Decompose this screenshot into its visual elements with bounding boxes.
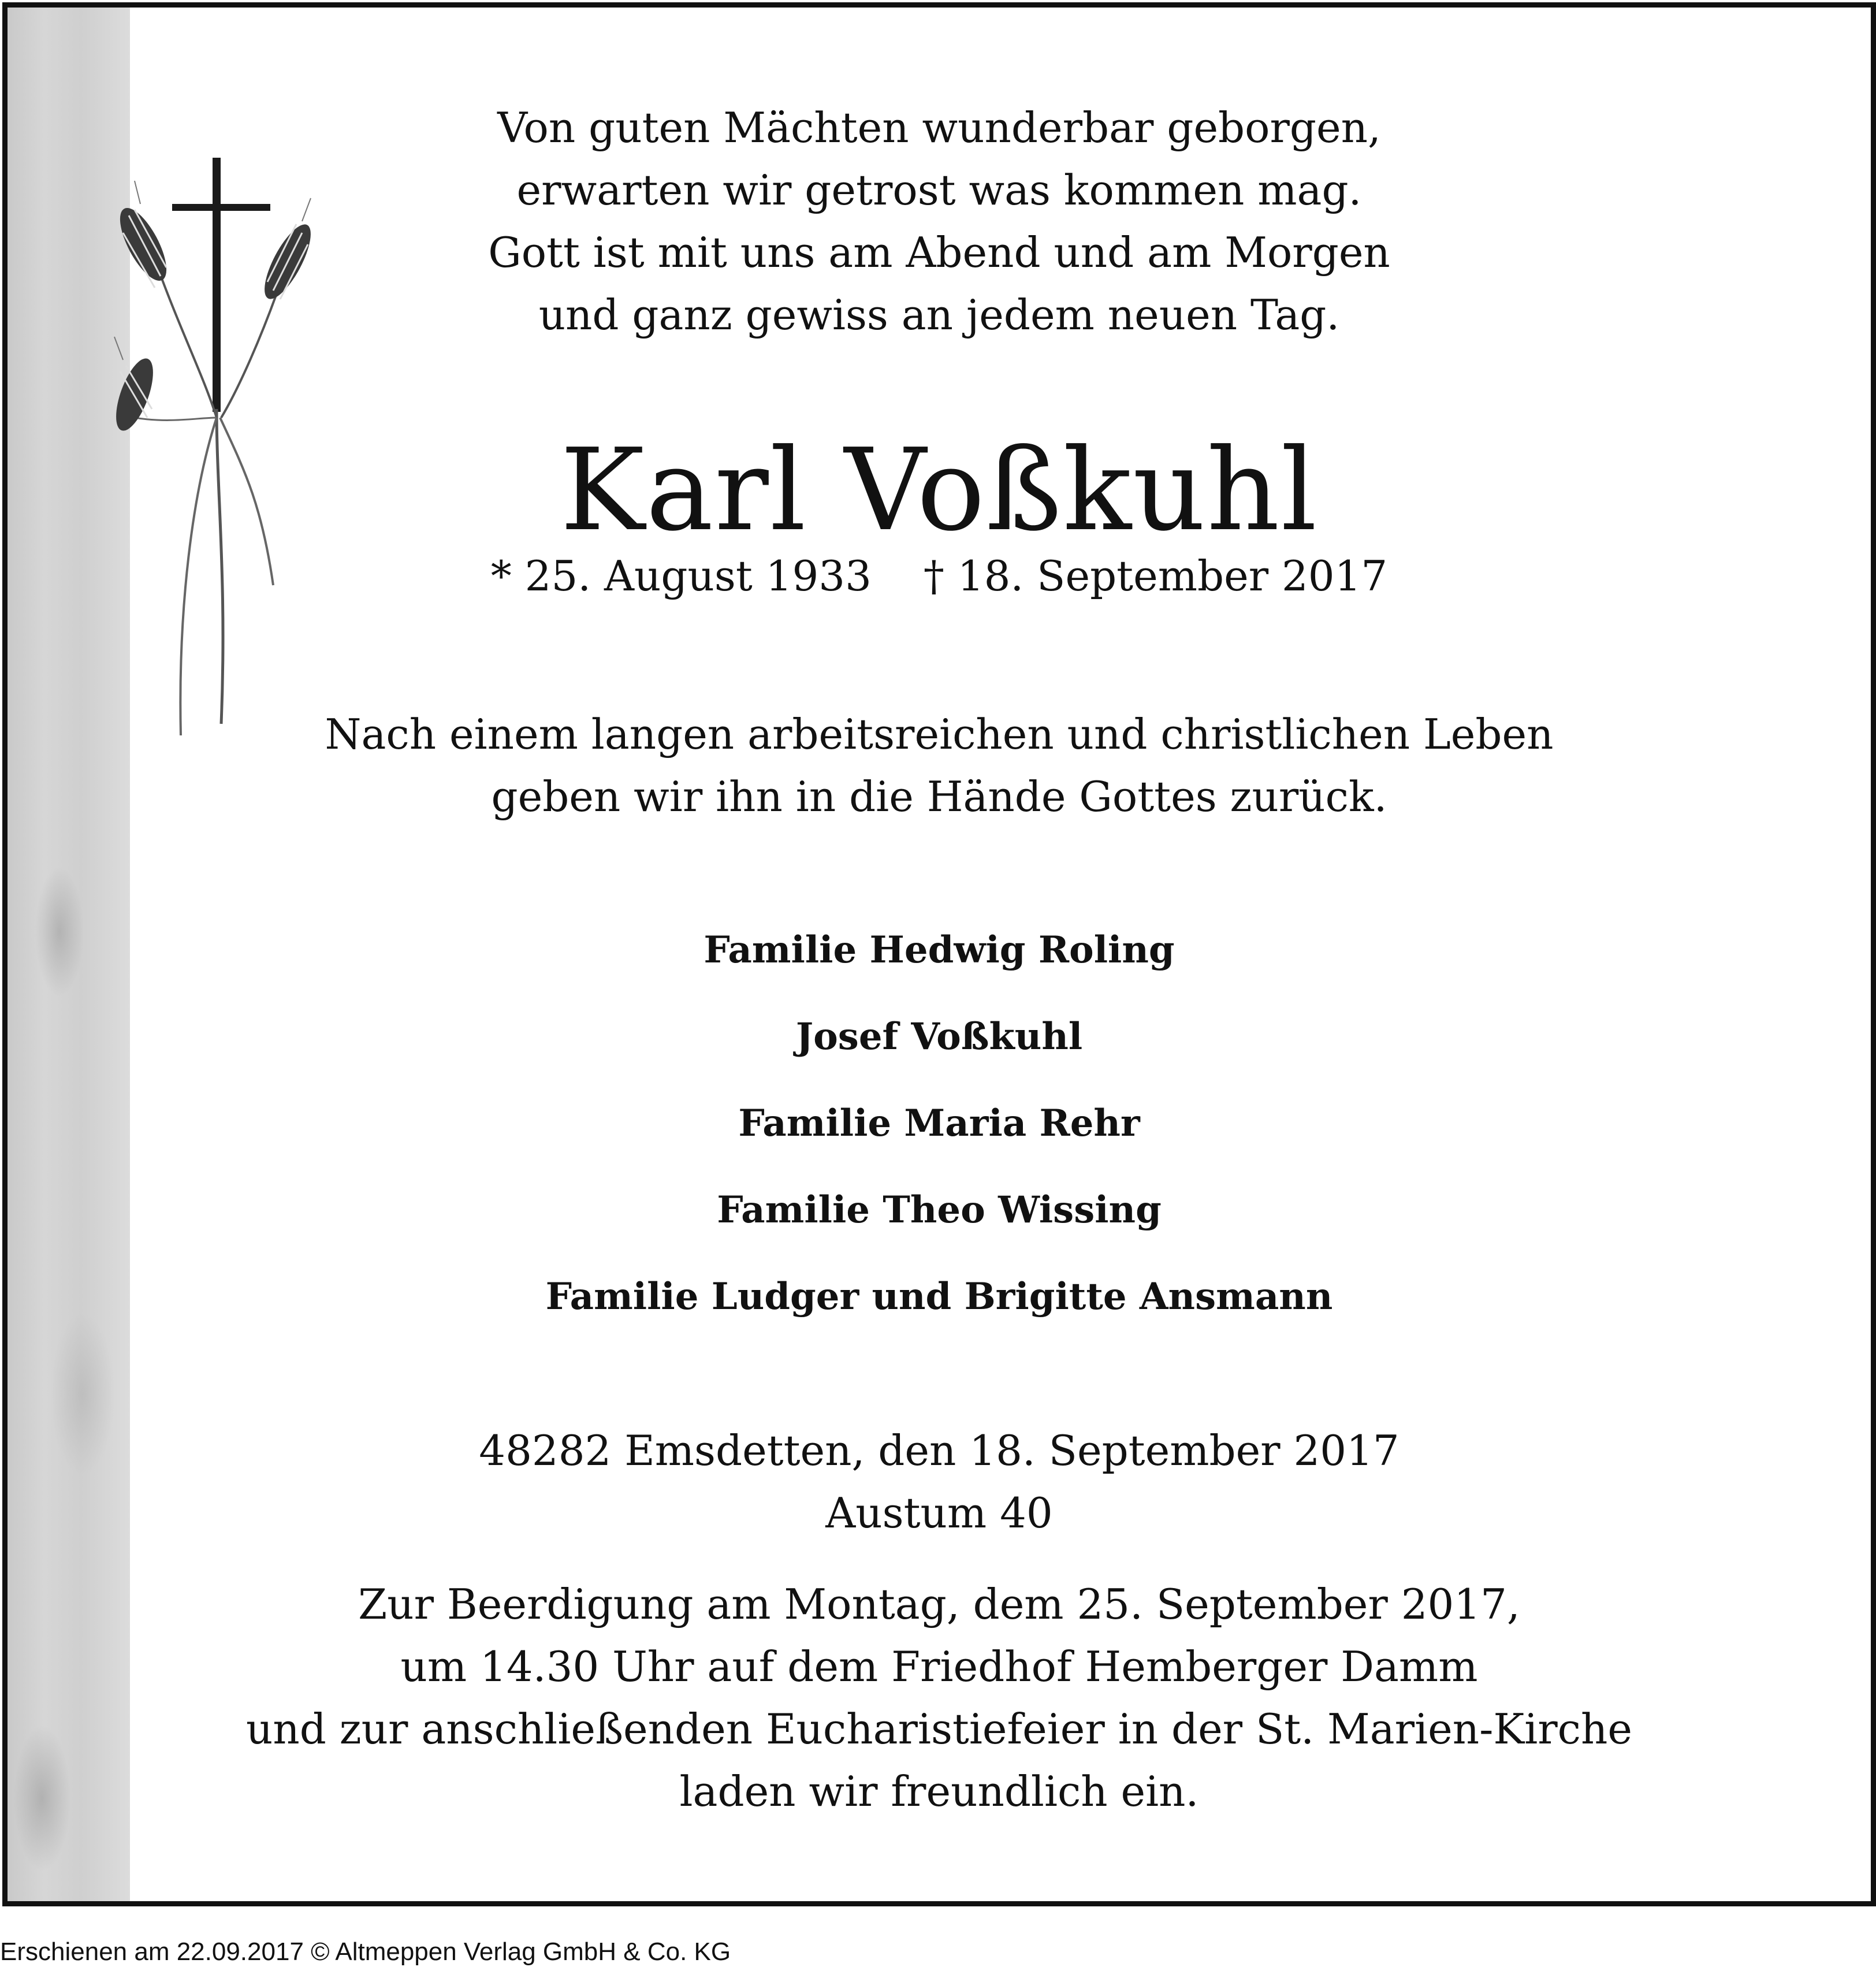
verse-line: und ganz gewiss an jedem neuen Tag.: [538, 291, 1340, 339]
mourner-line: Josef Voßkuhl: [795, 1015, 1083, 1058]
statement-line: geben wir ihn in die Hände Gottes zurück.: [491, 772, 1387, 821]
birth-date: * 25. August 1933: [490, 552, 872, 600]
funeral-line: und zur anschließenden Eucharistiefeier in der St. Marien-Kirche: [246, 1705, 1632, 1753]
death-date: † 18. September 2017: [923, 552, 1388, 600]
mourner-line: Familie Hedwig Roling: [704, 928, 1175, 972]
deceased-name: Karl Voßkuhl: [560, 425, 1319, 556]
mourner-line: Familie Ludger und Brigitte Ansmann: [545, 1275, 1333, 1318]
obituary-notice: [2, 2, 1876, 1906]
funeral-line: laden wir freundlich ein.: [679, 1767, 1199, 1816]
funeral-line: um 14.30 Uhr auf dem Friedhof Hemberger Damm: [400, 1642, 1478, 1691]
verse-line: Von guten Mächten wunderbar geborgen,: [497, 103, 1381, 152]
verse-line: erwarten wir getrost was kommen mag.: [516, 166, 1362, 214]
address: Austum 40: [825, 1489, 1053, 1537]
verse-line: Gott ist mit uns am Abend und am Morgen: [488, 228, 1390, 277]
mourner-line: Familie Theo Wissing: [717, 1188, 1162, 1232]
place-date: 48282 Emsdetten, den 18. September 2017: [479, 1426, 1399, 1475]
publication-footer: Erschienen am 22.09.2017 © Altmeppen Verlag GmbH & Co. KG: [0, 1938, 731, 1966]
mourner-line: Familie Maria Rehr: [738, 1102, 1140, 1145]
funeral-line: Zur Beerdigung am Montag, dem 25. September 2017,: [358, 1580, 1520, 1628]
statement-line: Nach einem langen arbeitsreichen und christlichen Leben: [325, 710, 1554, 759]
life-dates: [8, 552, 1871, 600]
